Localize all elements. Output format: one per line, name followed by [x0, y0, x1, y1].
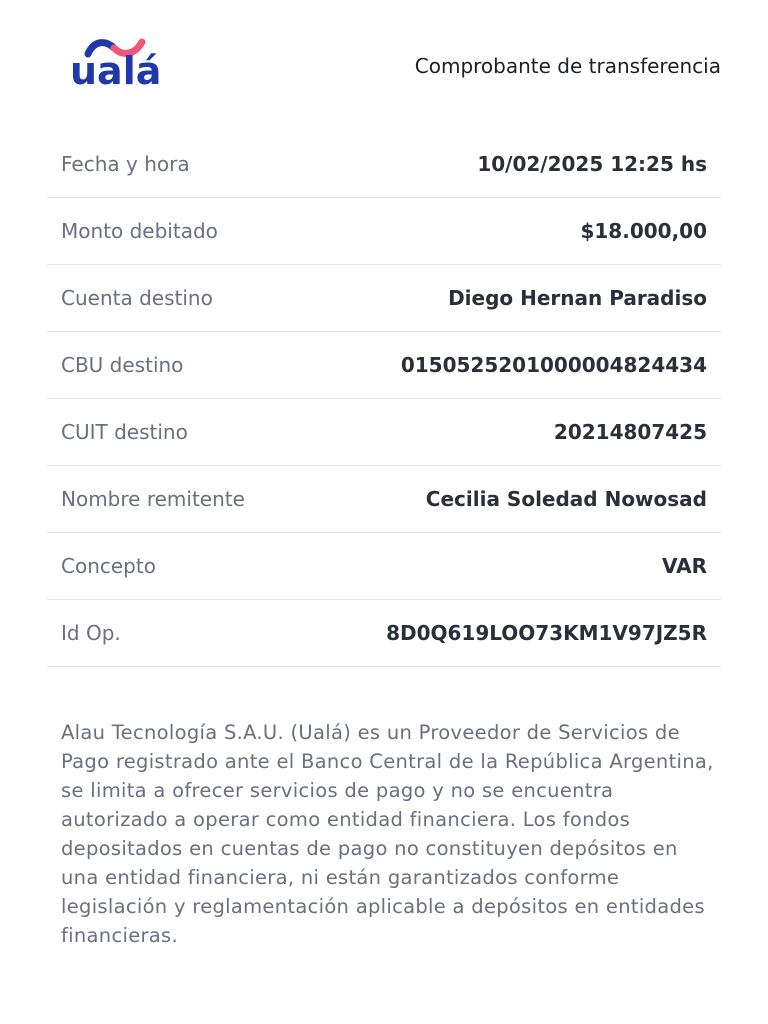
receipt-header [0, 0, 768, 130]
logo-wordmark: ualá [70, 49, 162, 93]
transfer-details [47, 131, 721, 667]
detail-label: Id Op. [61, 621, 121, 645]
detail-label: Fecha y hora [61, 152, 190, 176]
uala-logo [68, 36, 168, 98]
detail-value: VAR [662, 554, 707, 578]
detail-row-monto [47, 198, 721, 265]
detail-label: CBU destino [61, 353, 184, 377]
detail-value: $18.000,00 [580, 219, 707, 243]
detail-label: Monto debitado [61, 219, 218, 243]
detail-row-cuenta-destino [47, 265, 721, 332]
page-title: Comprobante de transferencia [414, 54, 721, 78]
detail-value: Diego Hernan Paradiso [448, 286, 707, 310]
detail-row-fecha [47, 131, 721, 198]
detail-value: 20214807425 [553, 420, 707, 444]
detail-value: Cecilia Soledad Nowosad [425, 487, 707, 511]
legal-disclaimer: Alau Tecnología S.A.U. (Ualá) es un Proveedor de Servicios de Pago registrado ante el Banco Central de la República Argentina, se limita a ofrecer servicios de pago y no se encuentra autorizado a operar como entidad financiera. Los fondos depositados en cuentas de pago no constituyen depósitos en una entidad financiera, ni están garantizados conforme legislación y reglamentación aplicable a depósitos en entidades financieras. [61, 720, 714, 947]
detail-row-cuit [47, 399, 721, 466]
detail-row-concepto [47, 533, 721, 600]
detail-row-cbu [47, 332, 721, 399]
detail-row-remitente [47, 466, 721, 533]
detail-value: 0150525201000004824434 [400, 353, 707, 377]
detail-label: Cuenta destino [61, 286, 213, 310]
detail-row-id-op [47, 600, 721, 667]
detail-value: 8D0Q619LOO73KM1V97JZ5R [386, 621, 707, 645]
detail-label: CUIT destino [61, 420, 188, 444]
detail-value: 10/02/2025 12:25 hs [477, 152, 707, 176]
detail-label: Nombre remitente [61, 487, 245, 511]
detail-label: Concepto [61, 554, 156, 578]
